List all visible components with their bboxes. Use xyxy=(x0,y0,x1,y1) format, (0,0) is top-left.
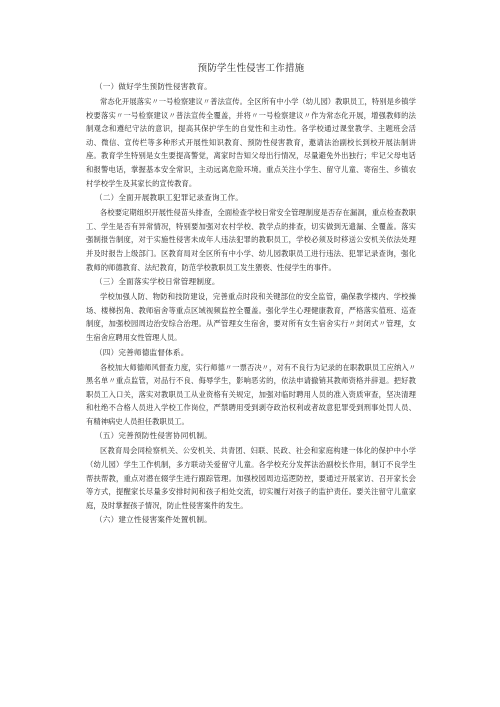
section-body-5: 区教育局会同检察机关、公安机关、共青团、妇联、民政、社会和家庭构建一体化的保护中小学（幼儿园）学生工作机制，多方联动关爱留守儿童。各学校充分发挥法治副校长作用，制订不良学生帮扶帮教，重点对潜在辍学生进行跟踪管理。加强校园周边巡逻防控，要通过开展家访、召开家长会等方式，提醒家长尽量多安排时间和孩子相处交流，切实履行对孩子的监护责任。要关注留守儿童家庭，及时掌握孩子情况，防止性侵害案件的发生。 xyxy=(86,446,416,510)
section-body-3: 学校加强人防、物防和技防建设，完善重点时段和关键部位的安全监管，确保教学楼内、学校操场、楼梯拐角、教师宿舍等重点区域视频监控全覆盖。强化学生心理健康教育，严格落实值班、巡查制度，加强校园周边治安综合治理。从严管理女生宿舍，要对所有女生宿舍实行〃封闭式〃管理，女生宿舍应聘用女性管理人员。 xyxy=(86,292,416,342)
section-body-4: 各校加大师德师风督查力度，实行师德〃一票否决〃，对有不良行为记录的在职教职员工应纳入〃黑名单〃重点监管，对品行不良、侮辱学生，影响恶劣的，依法申请撤销其教师资格并辞退。把好教职员工入口关，落实对教职员工从业资格有关规定，加强对临时聘用人员的准入资质审查，坚决清理和杜绝不合格人员进入学校工作岗位，严禁聘用受到剥夺政治权利或者故意犯罪受到刑事处罚人员、有精神病史人员担任教职员工。 xyxy=(86,362,416,426)
section-heading-6: （六）建立性侵害案件处置机制。 xyxy=(95,515,212,525)
document-title: 预防学生性侵害工作措施 xyxy=(197,63,305,74)
section-heading-5: （五）完善预防性侵害协同机制。 xyxy=(95,431,212,441)
section-heading-1: （一）做好学生预防性侵害教育。 xyxy=(95,82,212,91)
section-body-2: 各校要定期组织开展性侵苗头排查，全面检查学校日常安全管理制度是否存在漏洞，重点检查教职工、学生是否有异常情况，特别要加强对农村学校、教学点的排查，切实做到无遗漏、全覆盖。落实强制报告制度，对于实施性侵害未成年人违法犯罪的教职员工，学校必须及时移送公安机关依法处理并及时报告上级部门。区教育局对全区所有中小学、幼儿园教职员工进行违法、犯罪记录查询，强化教师的师德教育、法纪教育，防范学校教职员工发生猥亵、性侵学生的事件。 xyxy=(86,208,416,272)
document-page xyxy=(86,62,416,528)
section-body-1: 常态化开展落实〃一号检察建议〃普法宣传。全区所有中小学（幼儿园）教职员工，特别是乡镇学校要落实〃一号检察建议〃普法宣传全覆盖，并将〃一号检察建议〃作为常态化开展，增强教师的法制观念和遵纪守法的意识，提高其保护学生的自觉性和主动性。各学校通过课堂教学、主题班会活动、微信、宣传栏等多种形式开展性知识教育、预防性侵害教育，邀请法治副校长到校开展法制讲座。教育学生特别是女生要提高警觉，离家时告知父母出行情况，尽量避免外出独行；牢记父母电话和报警电话，掌握基本安全常识，主动远离危险环境。重点关注小学生、留守儿童、寄宿生、乡镇农村学校学生及其家长的宣传教育。 xyxy=(86,97,416,188)
section-heading-3: （三）全面落实学校日常管理制度。 xyxy=(95,277,220,287)
section-heading-2: （二）全面开展教职工犯罪记录查询工作。 xyxy=(95,193,244,203)
section-heading-4: （四）完善师德监督体系。 xyxy=(95,347,189,357)
